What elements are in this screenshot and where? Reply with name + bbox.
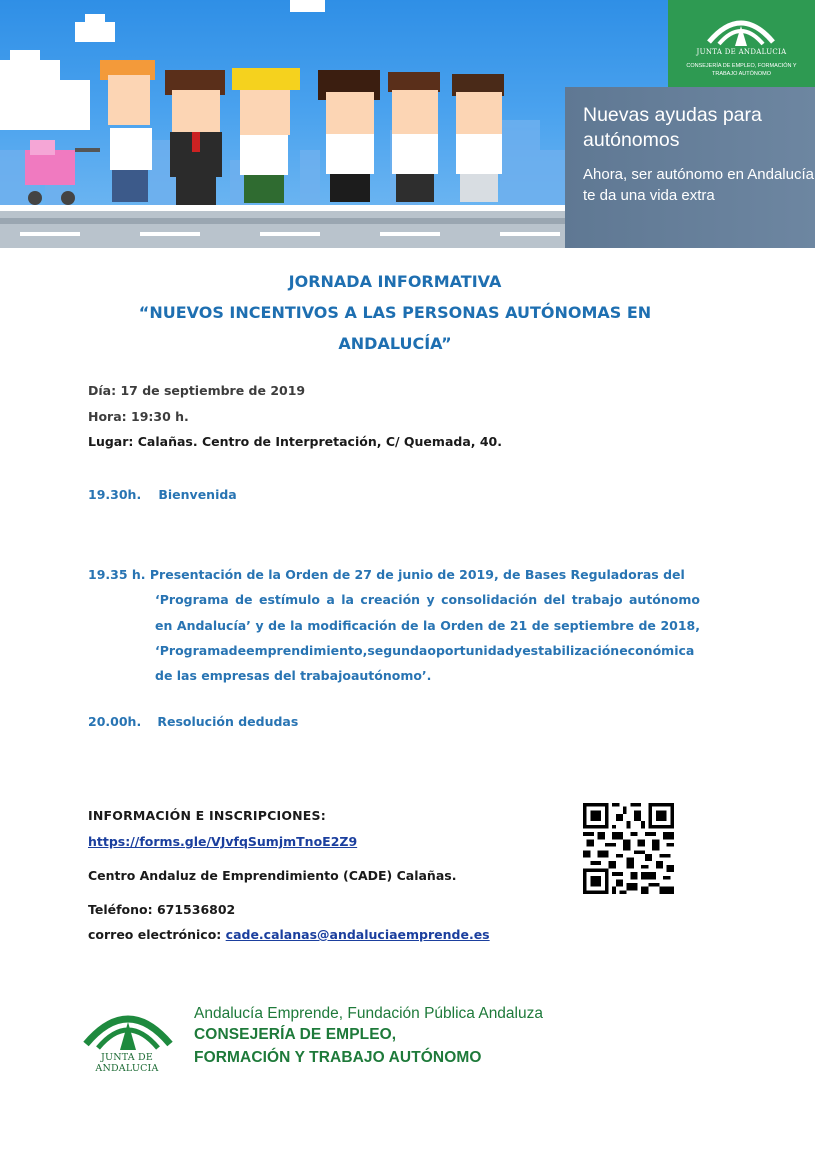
- promo-title: Nuevas ayudas para autónomos: [583, 104, 762, 151]
- agenda-presentation-first-line: 19.35 h. Presentación de la Orden de 27 de junio de 2019, de Bases Reguladoras del: [88, 567, 685, 582]
- footer-jda-name: JUNTA DE ANDALUCIA: [95, 1052, 159, 1074]
- jda-header-consejeria: CONSEJERÍA DE EMPLEO, FORMACIÓN Y TRABAJO AUTÓNOMO: [686, 63, 797, 77]
- agenda-item-presentation: [88, 562, 700, 688]
- agenda-item-questions: [88, 714, 298, 729]
- registration-link[interactable]: https://forms.gle/VJvfqSumjmTnoE2Z9: [88, 834, 358, 849]
- junta-andalucia-arch-icon: [80, 1000, 176, 1052]
- pixel-characters-illustration: [0, 0, 568, 248]
- junta-arch-icon: [705, 8, 777, 48]
- footer-line-2: CONSEJERÍA DE EMPLEO,: [194, 1026, 397, 1043]
- title-line-3: ANDALUCÍA”: [338, 334, 452, 353]
- email-line: [88, 927, 490, 942]
- event-place: Lugar: Calañas. Centro de Interpretación, C/ Quemada, 40.: [88, 434, 503, 449]
- footer-line-1: Andalucía Emprende, Fundación Pública Andaluza: [194, 1005, 543, 1022]
- title-line-2: “NUEVOS INCENTIVOS A LAS PERSONAS AUTÓNOMAS EN: [138, 303, 652, 322]
- header-banner: [0, 0, 815, 248]
- info-heading: INFORMACIÓN E INSCRIPCIONES:: [88, 808, 326, 823]
- agenda-time: 20.00h.: [88, 714, 142, 729]
- footer-institution: [194, 1004, 543, 1069]
- event-date: Día: 17 de septiembre de 2019: [88, 383, 306, 398]
- footer-line-3: FORMACIÓN Y TRABAJO AUTÓNOMO: [194, 1049, 482, 1066]
- agenda-presentation-detail: ‘Programa de estímulo a la creación y consolidación del trabajo autónomo en Andalucía’ y de la modificación de la Orden de 21 de septiembre de 2018, ‘Programadeemprendimiento,segundaoportunidadyestabilizacióneconómica de las empresas del trabajoautónomo’.: [155, 592, 700, 684]
- email-label: correo electrónico:: [88, 927, 226, 942]
- qr-code-icon[interactable]: [583, 803, 674, 894]
- agenda-time: 19.30h.: [88, 487, 142, 502]
- promo-box: [565, 87, 815, 248]
- event-title: [80, 266, 710, 359]
- event-details: [88, 378, 502, 455]
- email-link[interactable]: cade.calanas@andaluciaemprende.es: [225, 927, 490, 942]
- agenda-text: Bienvenida: [158, 487, 237, 502]
- cade-name: Centro Andaluz de Emprendimiento (CADE) Calañas.: [88, 868, 457, 883]
- phone-number: Teléfono: 671536802: [88, 902, 236, 917]
- title-line-1: JORNADA INFORMATIVA: [288, 272, 502, 291]
- agenda-item-welcome: [88, 487, 237, 502]
- event-time: Hora: 19:30 h.: [88, 408, 189, 424]
- agenda-text: Resolución dedudas: [157, 714, 299, 729]
- promo-subtitle: Ahora, ser autónomo en Andalucía te da una vida extra: [583, 166, 814, 204]
- jda-header-name: JUNTA DE ANDALUCIA: [696, 48, 787, 56]
